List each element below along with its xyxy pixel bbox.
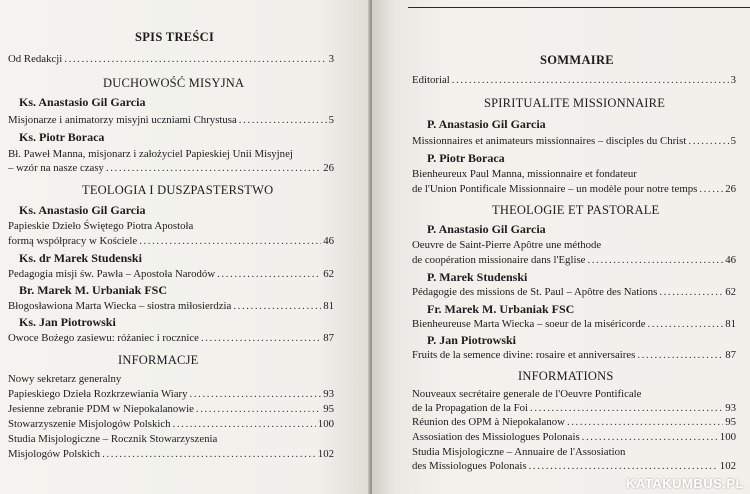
toc-entry: Błogosławiona Marta Wiecka – siostra miłosierdzia ..... 81 [8,300,334,314]
toc-entry: de l'Union Pontificale Missionnaire – un modèle pour notre temps ..... 26 [412,183,736,197]
section-heading: INFORMACJE [118,353,199,367]
toc-entry: des Missiologues Polonais ..... 102 [412,460,736,474]
section-heading: TEOLOGIA I DUSZPASTERSTWO [82,183,274,197]
toc-entry: Réunion des OPM à Niepokalanow ..... 95 [412,416,736,430]
section-heading: THEOLOGIE ET PASTORALE [492,203,660,217]
toc-entry: Fruits de la semence divine: rosaire et anniversaires ..... 87 [412,349,736,363]
toc-entry: Owoce Bożego zasiewu: różaniec i rocznice ..... 87 [8,332,334,346]
toc-entry: Papieskiego Dzieła Rozkrzewiania Wiary ..... 93 [8,388,334,402]
toc-entry: Bienheureux Paul Manna, missionnaire et fondateur [412,168,637,180]
toc-entry: Studia Misjologiczne – Rocznik Stowarzyszenia [8,433,218,445]
toc-entry: Editorial ..... 3 [412,74,736,88]
author-name: Fr. Marek M. Urbaniak FSC [427,302,575,316]
page-title: SPIS TREŚCI [135,30,215,44]
toc-entry: Od Redakcji ..... 3 [8,53,334,67]
watermark-text: KATAKUMBUS.PL [626,476,744,491]
author-name: P. Piotr Boraca [427,151,505,165]
right-page [372,0,750,494]
toc-entry: Pedagogia misji św. Pawła – Apostoła Narodów ..... 62 [8,268,334,282]
toc-entry: Misjonarze i animatorzy misyjni uczniami Chrystusa ..... 5 [8,114,334,128]
toc-entry: Oeuvre de Saint-Pierre Apôtre une méthode [412,239,602,251]
toc-entry: Missionnaires et animateurs missionnaires – disciples du Christ ..... 5 [412,135,736,149]
section-heading: INFORMATIONS [518,369,614,383]
toc-entry: Assosiation des Missiologues Polonais ..... 100 [412,431,736,445]
toc-entry: Nouveaux secrétaire generale de l'Oeuvre Pontificale [412,388,642,400]
toc-entry: – wzór na nasze czasy ..... 26 [8,162,334,176]
toc-entry: Papieskie Dzieło Świętego Piotra Apostoła [8,220,194,232]
author-name: Ks. Anastasio Gil Garcia [19,203,146,217]
author-name: Ks. dr Marek Studenski [19,251,142,265]
toc-entry: Misjologów Polskich ..... 102 [8,448,334,462]
toc-entry: de la Propagation de la Foi ..... 93 [412,402,736,416]
author-name: Br. Marek M. Urbaniak FSC [19,283,168,297]
section-heading: DUCHOWOŚĆ MISYJNA [103,76,245,90]
top-rule [408,7,750,8]
author-name: P. Jan Piotrowski [427,333,517,347]
toc-entry: Jesienne zebranie PDM w Niepokalanowie ..... 95 [8,403,334,417]
toc-entry: Bł. Paweł Manna, misjonarz i założyciel Papieskiej Unii Misyjnej [8,148,293,160]
author-name: Ks. Anastasio Gil Garcia [19,95,146,109]
author-name: Ks. Piotr Boraca [19,130,105,144]
section-heading: SPIRITUALITE MISSIONNAIRE [484,96,666,110]
toc-entry: Nowy sekretarz generalny [8,373,122,385]
toc-entry: Pédagogie des missions de St. Paul – Apôtre des Nations ..... 62 [412,286,736,300]
author-name: Ks. Jan Piotrowski [19,315,116,329]
toc-entry: Stowarzyszenie Misjologów Polskich ..... 100 [8,418,334,432]
page-title: SOMMAIRE [540,53,614,67]
author-name: P. Marek Studenski [427,270,528,284]
author-name: P. Anastasio Gil Garcia [427,117,546,131]
toc-entry: Bienheureuse Marta Wiecka – soeur de la miséricorde ..... 81 [412,318,736,332]
left-page [0,0,372,494]
toc-entry: de coopération missionaire dans l'Eglise ..... 46 [412,254,736,268]
toc-entry: formą współpracy w Kościele ..... 46 [8,235,334,249]
author-name: P. Anastasio Gil Garcia [427,222,546,236]
toc-entry: Studia Misjologiczne – Annuaire de l'Assosiation [412,446,626,458]
